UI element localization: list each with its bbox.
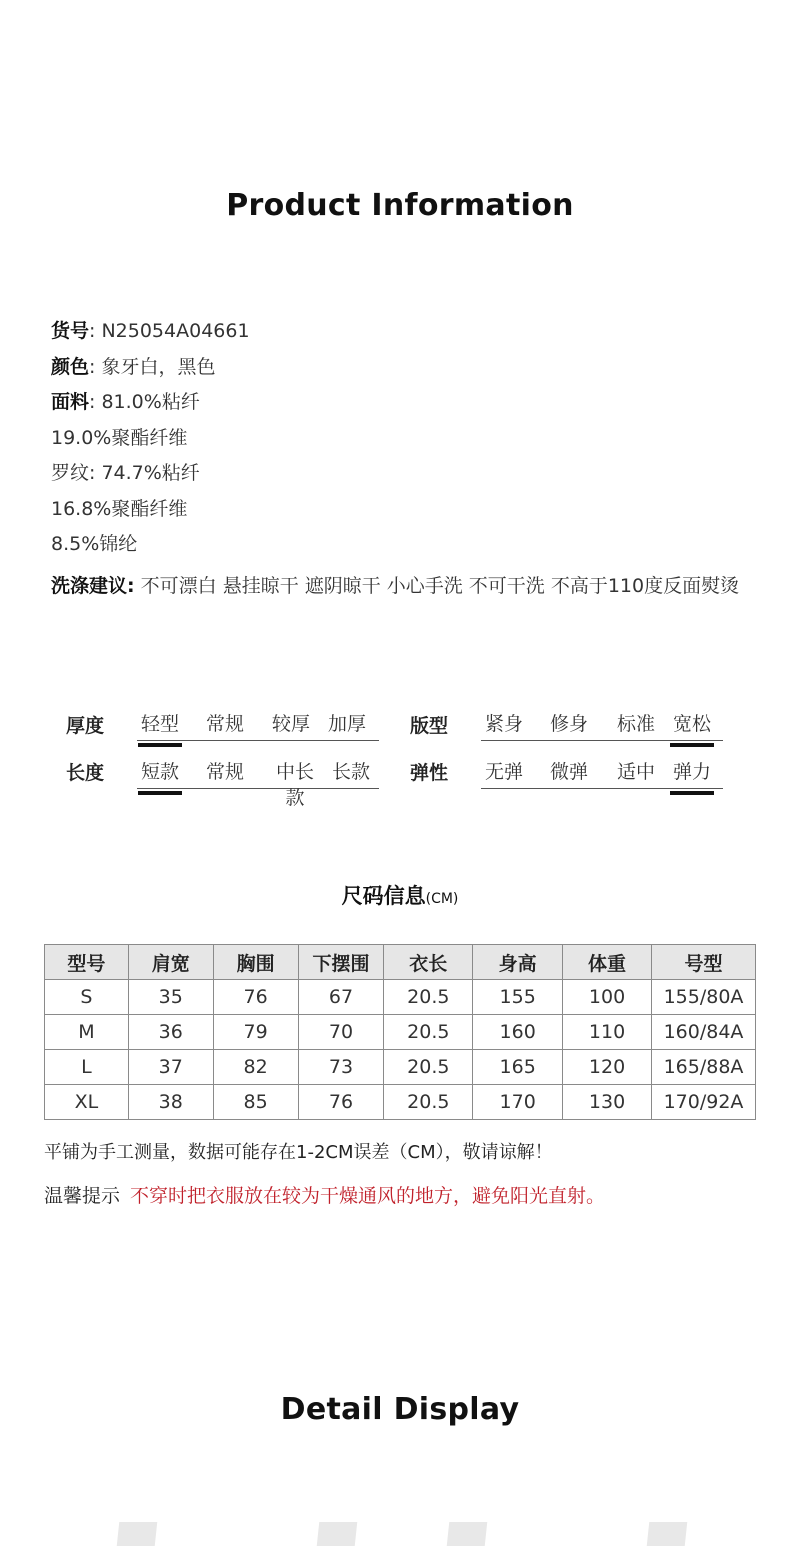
table-row xyxy=(45,980,756,1015)
header-cell: 衣长 xyxy=(384,945,473,980)
color-label: 颜色 xyxy=(51,355,90,378)
fit-option: 修身 xyxy=(549,713,588,735)
table-cell: M xyxy=(45,1015,129,1050)
fabric-value: : 81.0%粘纤 xyxy=(89,391,200,413)
thickness-label: 厚度 xyxy=(66,715,105,737)
table-cell: 155/80A xyxy=(651,980,755,1015)
detail-image-thumbnail xyxy=(647,1522,688,1546)
table-cell: XL xyxy=(45,1085,129,1120)
detail-image-thumbnail xyxy=(117,1522,158,1546)
length-label: 长度 xyxy=(66,762,105,784)
detail-display-title: Detail Display xyxy=(280,1392,520,1427)
table-cell: 160 xyxy=(473,1015,563,1050)
care-tip-text: 不穿时把衣服放在较为干燥通风的地方，避免阳光直射。 xyxy=(130,1185,606,1207)
elasticity-option: 适中 xyxy=(616,761,655,783)
table-cell: 110 xyxy=(563,1015,652,1050)
rib-line-1: 罗纹: 74.7%粘纤 xyxy=(51,462,200,484)
elasticity-option: 无弹 xyxy=(484,761,523,783)
table-cell: L xyxy=(45,1050,129,1085)
header-cell: 肩宽 xyxy=(128,945,213,980)
header-cell: 下摆围 xyxy=(298,945,384,980)
table-cell: 155 xyxy=(473,980,563,1015)
wash-line xyxy=(51,567,771,605)
rib-line-3: 8.5%锦纶 xyxy=(51,533,138,555)
table-cell: 82 xyxy=(213,1050,298,1085)
rib-line-2: 16.8%聚酯纤维 xyxy=(51,497,188,520)
thickness-option: 轻型 xyxy=(137,711,183,740)
table-cell: 85 xyxy=(213,1085,298,1120)
elasticity-option: 微弹 xyxy=(549,761,588,783)
table-cell: 130 xyxy=(563,1085,652,1120)
fit-option: 宽松 xyxy=(661,711,723,740)
fabric-label: 面料 xyxy=(51,391,90,413)
sku-value: : N25054A04661 xyxy=(89,320,250,342)
table-cell: 20.5 xyxy=(384,980,473,1015)
sku-line xyxy=(51,318,771,354)
size-info-title xyxy=(0,880,800,910)
length-option: 中长款 xyxy=(275,761,314,809)
detail-image-thumbnail xyxy=(317,1522,358,1546)
table-cell: 76 xyxy=(298,1085,384,1120)
fit-option: 紧身 xyxy=(484,713,523,735)
table-cell: 20.5 xyxy=(384,1015,473,1050)
table-cell: 73 xyxy=(298,1050,384,1085)
table-cell: 38 xyxy=(128,1085,213,1120)
table-cell: 35 xyxy=(128,980,213,1015)
care-tip xyxy=(44,1181,605,1208)
table-cell: S xyxy=(45,980,129,1015)
size-table-header xyxy=(45,945,756,980)
thickness-options xyxy=(137,711,379,741)
wash-label: 洗涤建议: xyxy=(51,574,135,597)
header-cell: 身高 xyxy=(473,945,563,980)
sku-label: 货号 xyxy=(51,320,90,342)
care-tip-label: 温馨提示 xyxy=(44,1185,121,1207)
color-value: : 象牙白，黑色 xyxy=(89,355,216,378)
header-cell: 号型 xyxy=(651,945,755,980)
wash-value: 不可漂白 悬挂晾干 遮阴晾干 小心手洗 不可干洗 不高于110度反面熨烫 xyxy=(134,574,740,597)
table-cell: 165 xyxy=(473,1050,563,1085)
table-cell: 20.5 xyxy=(384,1085,473,1120)
table-cell: 36 xyxy=(128,1015,213,1050)
length-option: 短款 xyxy=(137,759,183,788)
elasticity-label: 弹性 xyxy=(410,762,449,784)
table-cell: 120 xyxy=(563,1050,652,1085)
table-cell: 100 xyxy=(563,980,652,1015)
table-cell: 165/88A xyxy=(651,1050,755,1085)
table-cell: 70 xyxy=(298,1015,384,1050)
header-cell: 胸围 xyxy=(213,945,298,980)
measurement-note: 平铺为手工测量，数据可能存在1-2CM误差（CM），敬请谅解！ xyxy=(44,1142,553,1163)
fit-label: 版型 xyxy=(410,715,449,737)
fabric-line-2: 19.0%聚酯纤维 xyxy=(51,426,188,449)
thickness-option: 加厚 xyxy=(327,713,366,735)
size-title-text: 尺码信息 xyxy=(341,884,426,908)
header-cell: 型号 xyxy=(45,945,129,980)
detail-image-thumbnail xyxy=(447,1522,488,1546)
length-option: 常规 xyxy=(205,761,244,783)
table-row xyxy=(45,1015,756,1050)
table-row xyxy=(45,1050,756,1085)
product-info-block xyxy=(51,318,771,605)
header-cell: 体重 xyxy=(563,945,652,980)
fit-option: 标准 xyxy=(616,713,655,735)
length-option: 长款 xyxy=(331,761,370,783)
table-cell: 160/84A xyxy=(651,1015,755,1050)
elasticity-options xyxy=(481,759,723,789)
size-unit: (CM) xyxy=(425,891,459,907)
table-cell: 67 xyxy=(298,980,384,1015)
table-cell: 76 xyxy=(213,980,298,1015)
product-information-title: Product Information xyxy=(226,188,574,223)
fabric-line xyxy=(51,389,771,425)
elasticity-option: 弹力 xyxy=(661,759,723,788)
table-cell: 20.5 xyxy=(384,1050,473,1085)
table-cell: 79 xyxy=(213,1015,298,1050)
length-options xyxy=(137,759,379,809)
fit-options xyxy=(481,711,723,741)
table-row xyxy=(45,1085,756,1120)
table-cell: 37 xyxy=(128,1050,213,1085)
table-cell: 170/92A xyxy=(651,1085,755,1120)
table-cell: 170 xyxy=(473,1085,563,1120)
size-table xyxy=(44,944,756,1120)
color-line xyxy=(51,354,771,390)
thickness-option: 较厚 xyxy=(271,713,310,735)
thickness-option: 常规 xyxy=(205,713,244,735)
